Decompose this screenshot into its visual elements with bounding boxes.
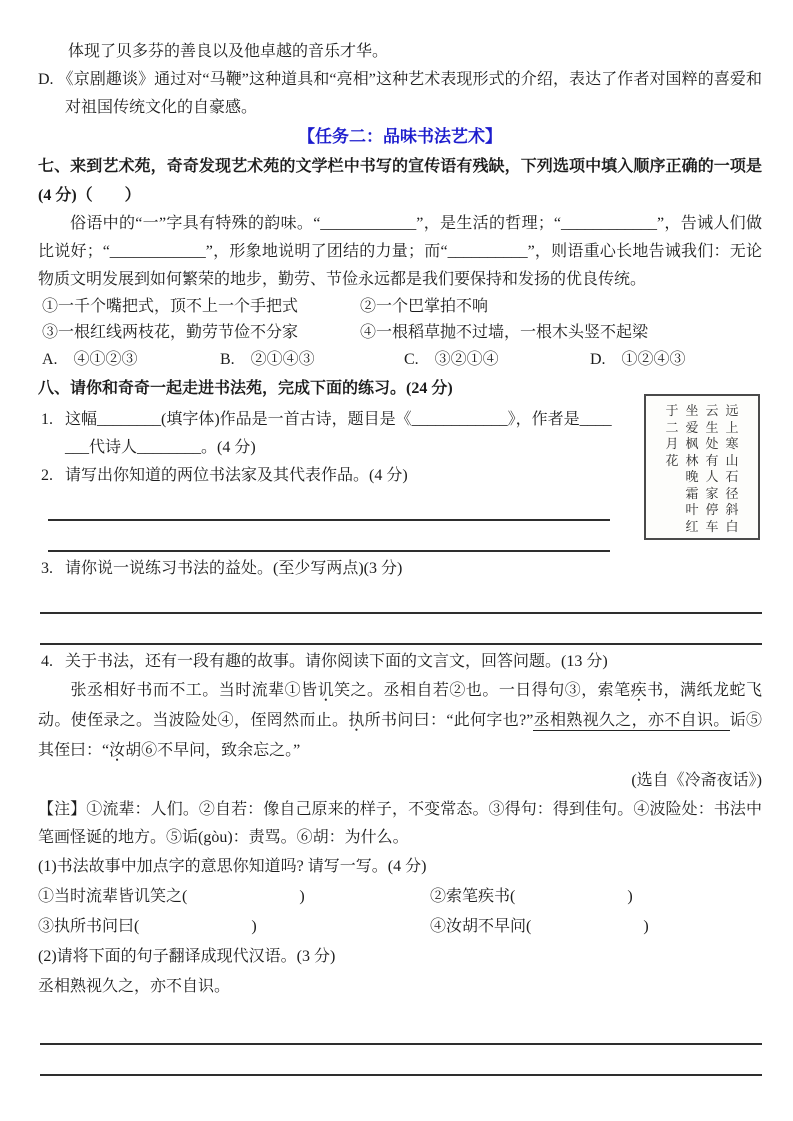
question-1-line2: ___代诗人________。(4 分): [65, 439, 256, 456]
calligraphy-column: 于 二 月 花: [665, 403, 679, 468]
section7-options: [38, 294, 762, 346]
passage-text: 书，满纸龙蛇飞动。使侄录之。当波险处④，侄罔然而止。: [38, 682, 762, 729]
sub-question-2-heading: (2)请将下面的句子翻译成现代汉语。(3 分): [38, 948, 336, 965]
numbered-option: ④一根稻草抛不过墙，一根木头竖不起梁: [360, 324, 649, 341]
numbered-option: ②一个巴掌拍不响: [360, 298, 489, 315]
dotted-word-item: ②索笔疾书( ): [430, 888, 633, 905]
calligraphy-column: 坐 爱 枫 林 晚 霜 叶 红: [685, 403, 699, 534]
question-4-text: 关于书法，还有一段有趣的故事。请你阅读下面的文言文，回答问题。(13 分): [65, 653, 608, 670]
translation-sentence: 丞相熟视久之，亦不自识。: [38, 978, 231, 995]
question-4-number: 4.: [41, 653, 53, 670]
option-d-paragraph: D. 《京剧趣谈》通过对“马鞭”这种道具和“亮相”这种艺术表现形式的介绍，表达了作者对国粹的喜爱和对祖国传统文化的自豪感。: [38, 71, 762, 116]
choice-option: A. ④①②③: [42, 351, 138, 368]
classical-passage: [38, 676, 762, 766]
sub-question-1-heading: (1)书法故事中加点字的意思你知道吗? 请写一写。(4 分): [38, 858, 427, 875]
calligraphy-artwork: [644, 394, 760, 540]
question-1-number: 1.: [41, 411, 53, 428]
section7-choices: [38, 347, 762, 373]
choice-option: B. ②①④③: [220, 351, 315, 368]
emphasized-character: 执: [348, 712, 365, 729]
section8-body: [38, 403, 762, 1076]
emphasized-character: 讥: [317, 682, 335, 699]
dotted-word-item: ③执所书问曰( ): [38, 918, 257, 935]
underlined-sentence: 丞相熟视久之，亦不自识。: [533, 712, 730, 729]
task-banner: 【任务二：品味书法艺术】: [298, 127, 502, 146]
question-4: [38, 648, 762, 676]
emphasized-character: 疾: [630, 682, 648, 699]
numbered-option: ①一千个嘴把式，顶不上一个手把式: [42, 298, 299, 315]
choice-option: D. ①②④③: [590, 351, 686, 368]
answer-line: [48, 490, 610, 521]
passage-source: (选自《冷斋夜话》): [631, 772, 762, 789]
carryover-text: 体现了贝多芬的善良以及他卓越的音乐才华。: [68, 43, 389, 60]
question-2-text: 请写出你知道的两位书法家及其代表作品。(4 分): [65, 467, 408, 484]
passage-text: 胡⑥不早问，致余忘之。”: [125, 742, 301, 759]
answer-line: [40, 614, 762, 645]
answer-line: [48, 521, 610, 552]
passage-segments: [38, 682, 762, 759]
choice-option: C. ③②①④: [404, 351, 499, 368]
section7-heading: 七、来到艺术苑，奇奇发现艺术苑的文学栏中书写的宣传语有残缺，下列选项中填入顺序正确的一项是(4 分)（ ）: [38, 158, 762, 204]
section8-heading: 八、请你和奇奇一起走进书法苑，完成下面的练习。(24 分): [38, 380, 453, 397]
emphasized-character: 汝: [109, 742, 126, 759]
question-2-number: 2.: [41, 467, 53, 484]
question-3-text: 请你说一说练习书法的益处。(至少写两点)(3 分): [65, 560, 403, 577]
passage-text: 诟⑤其侄曰：“: [38, 712, 762, 759]
question-1-line1: 这幅________(填字体)作品是一首古诗，题目是《____________》，作者是____: [65, 411, 612, 428]
calligraphy-column: 远 上 寒 山 石 径 斜 白: [725, 403, 739, 534]
calligraphy-column: 云 生 处 有 人 家 停 车: [705, 403, 719, 534]
numbered-option: ③一根红线两枝花，勤劳节俭不分家: [42, 324, 299, 341]
sub-question-1-items: [38, 882, 762, 942]
question-3: [38, 555, 762, 583]
passage-text: 笑之。丞相自若②也。一日得句③，索笔: [334, 682, 631, 699]
passage-text: 所书问曰：“此何字也?”: [364, 712, 534, 729]
passage-text: 张丞相好书而不工。当时流辈①皆: [70, 682, 318, 699]
question-3-number: 3.: [41, 560, 53, 577]
answer-line: [40, 1014, 762, 1045]
dotted-word-item: ①当时流辈皆讥笑之( ): [38, 888, 305, 905]
answer-line: [40, 583, 762, 614]
answer-line: [40, 1045, 762, 1076]
section7-paragraph: 俗语中的“一”字具有特殊的韵味。“____________”，是生活的哲理；“____________”，告诫人们做比说好；“____________”，形象地说明了团结的力量；而“__________”，则语重心长地告诫我们：无论物质文明发展到如何繁荣的地步，勤劳、节俭永远都是我们要保持和发扬的优良传统。: [38, 215, 762, 288]
question-2: [38, 462, 643, 490]
dotted-word-item: ④汝胡不早问( ): [430, 918, 649, 935]
question-1: [38, 406, 643, 462]
passage-notes: 【注】①流辈：人们。②自若：像自己原来的样子，不变常态。③得句：得到佳句。④波险处：书法中笔画怪诞的地方。⑤诟(gòu)：责骂。⑥胡：为什么。: [38, 801, 762, 846]
